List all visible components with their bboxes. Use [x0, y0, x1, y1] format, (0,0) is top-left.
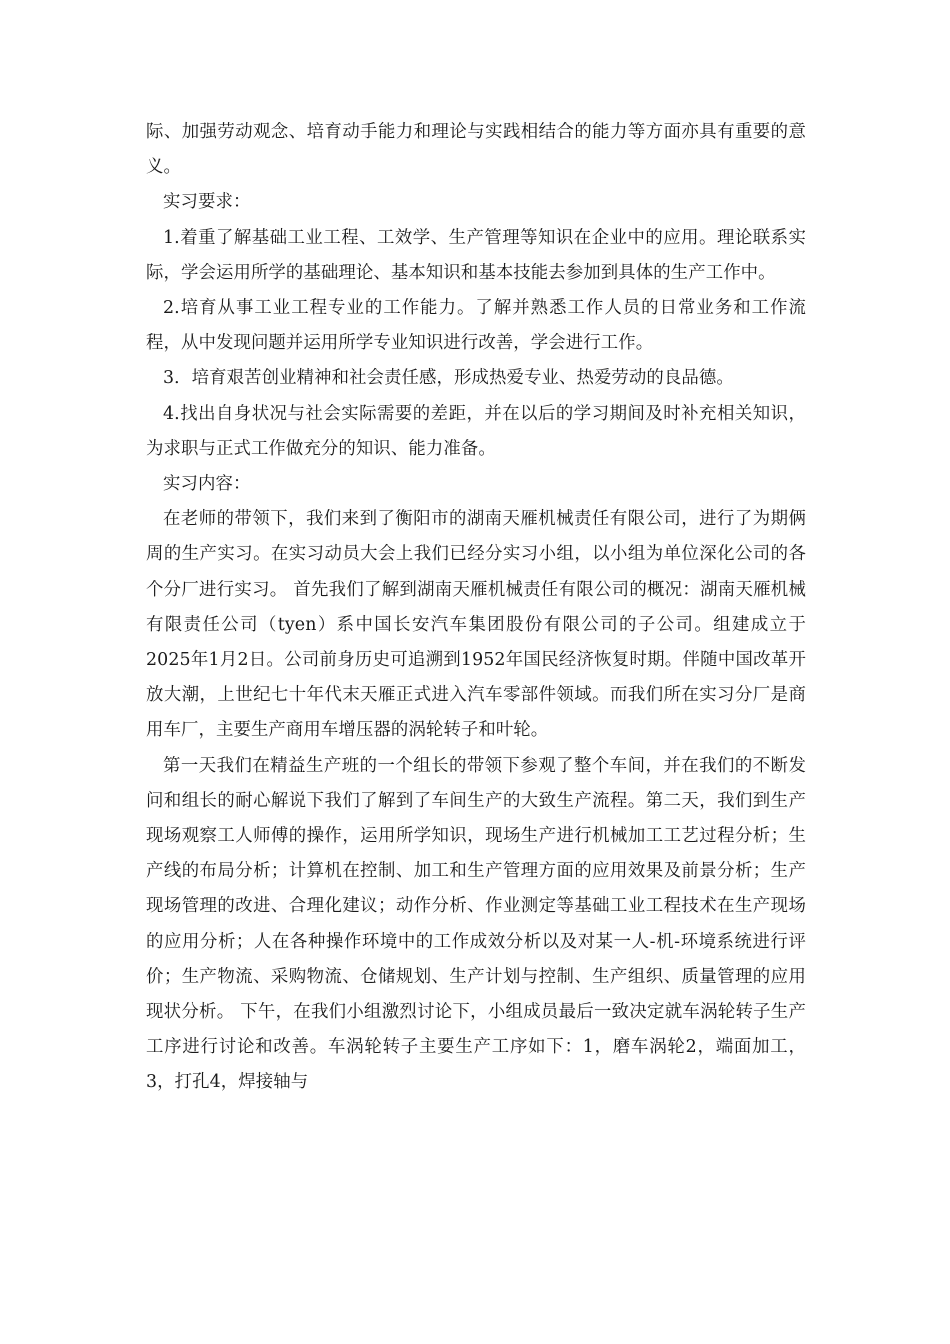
paragraph-company-overview: 在老师的带领下，我们来到了衡阳市的湖南天雁机械责任有限公司，进行了为期俩周的生产实习。在实习动员大会上我们已经分实习小组，以小组为单位深化公司的各个分厂进行实习。 首先我们了解到湖南天雁机械责任有限公司的概况：湖南天雁机械有限责任公司（tyen）系中国长安汽车集团股份有限公司的子公司。组建成立于2025年1月2日。公司前身历史可追溯到1952年国民经济恢复时期。伴随中国改革开放大潮，上世纪七十年代末天雁正式进入汽车零部件领域。而我们所在实习分厂是商用车厂，主要生产商用车增压器的涡轮转子和叶轮。	[146, 509, 806, 741]
requirement-item-4: 4.找出自身状况与社会实际需要的差距，并在以后的学习期间及时补充相关知识，为求职与正式工作做充分的知识、能力准备。	[146, 403, 806, 459]
requirement-item-3: 3．培育艰苦创业精神和社会责任感，形成热爱专业、热爱劳动的良品德。	[163, 368, 734, 389]
paragraph-workshop-visit: 第一天我们在精益生产班的一个组长的带领下参观了整个车间，并在我们的不断发问和组长的耐心解说下我们了解到了车间生产的大致生产流程。第二天，我们到生产现场观察工人师傅的操作，运用所学知识，现场生产进行机械加工工艺过程分析；生产线的布局分析；计算机在控制、加工和生产管理方面的应用效果及前景分析；生产现场管理的改进、合理化建议；动作分析、作业测定等基础工业工程技术在生产现场的应用分析；人在各种操作环境中的工作成效分析以及对某一人-机-环境系统进行评价；生产物流、采购物流、仓储规划、生产计划与控制、生产组织、质量管理的应用现状分析。 下午，在我们小组激烈讨论下，小组成员最后一致决定就车涡轮转子生产工序进行讨论和改善。车涡轮转子主要生产工序如下：1，磨车涡轮2，端面加工，3，打孔4，焊接轴与	[146, 755, 806, 1093]
requirement-item-1: 1.着重了解基础工业工程、工效学、生产管理等知识在企业中的应用。理论联系实际，学会运用所学的基础理论、基本知识和基本技能去参加到具体的生产工作中。	[146, 227, 806, 283]
requirement-item-2: 2.培育从事工业工程专业的工作能力。了解并熟悉工作人员的日常业务和工作流程，从中发现问题并运用所学专业知识进行改善，学会进行工作。	[146, 298, 806, 354]
document-body	[146, 115, 806, 1101]
paragraph-continuation: 际、加强劳动观念、培育动手能力和理论与实践相结合的能力等方面亦具有重要的意义。	[146, 122, 806, 178]
heading-internship-requirements: 实习要求：	[163, 192, 251, 213]
heading-internship-content: 实习内容：	[163, 474, 251, 495]
